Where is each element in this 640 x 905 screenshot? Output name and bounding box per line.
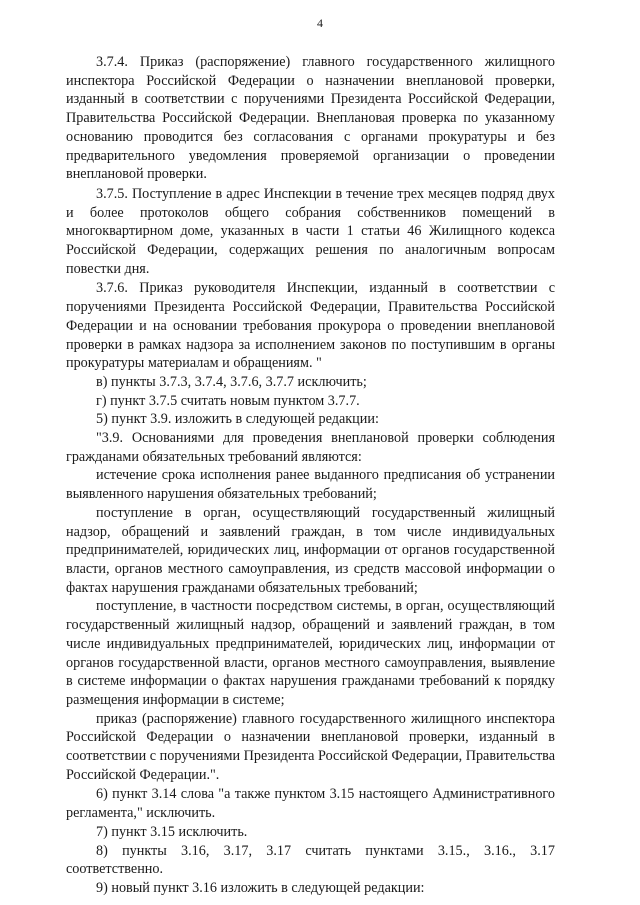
paragraph-item-7: 7) пункт 3.15 исключить. bbox=[96, 823, 248, 840]
paragraph-item-6: 6) пункт 3.14 слова "а также пунктом 3.15 настоящего Административного регламента," исключить. bbox=[66, 786, 555, 822]
document-body bbox=[66, 53, 555, 898]
paragraph-item-9: 9) новый пункт 3.16 изложить в следующей редакции: bbox=[96, 879, 425, 896]
page-number: 4 bbox=[317, 16, 323, 30]
paragraph-3-9: "3.9. Основаниями для проведения внеплановой проверки соблюдения гражданами обязательных требований являются: bbox=[66, 430, 555, 465]
paragraph-item-g: г) пункт 3.7.5 считать новым пунктом 3.7.7. bbox=[96, 392, 360, 409]
paragraph-3-7-4: 3.7.4. Приказ (распоряжение) главного государственного жилищного инспектора Российской Федерации о назначении внеплановой проверки, изданный в соответствии с поручениями Президента Российской Федерации, Правительства Российской Федерации. Внеплановая проверка по указанному основанию проводится без согласования с органами прокуратуры и без предварительного уведомления проверяемой организации о проведении внеплановой проверки. bbox=[66, 54, 555, 183]
paragraph-item-v: в) пункты 3.7.3, 3.7.4, 3.7.6, 3.7.7 исключить; bbox=[96, 373, 367, 390]
paragraph-item-8: 8) пункты 3.16, 3.17, 3.17 считать пунктами 3.15., 3.16., 3.17 соответственно. bbox=[66, 842, 555, 878]
paragraph-item-5: 5) пункт 3.9. изложить в следующей редакции: bbox=[96, 411, 379, 428]
paragraph-3-7-5: 3.7.5. Поступление в адрес Инспекции в течение трех месяцев подряд двух и более протоколов общего собрания собственников помещений в многоквартирном доме, указанных в части 1 статьи 46 Жилищного кодекса Российской Федерации, содержащих решения по аналогичным вопросам повестки дня. bbox=[66, 185, 555, 277]
paragraph-ground-appeals: поступление в орган, осуществляющий государственный жилищный надзор, обращений и заявлений граждан, в том числе индивидуальных предпринимателей, юридических лиц, информации от органов государственной власти, органов местного самоуправления, из средств массовой информации о фактах нарушения гражданами обязательных требований; bbox=[66, 504, 555, 596]
paragraph-ground-expiry: истечение срока исполнения ранее выданного предписания об устранении выявленного нарушения обязательных требований; bbox=[66, 467, 555, 503]
paragraph-ground-system: поступление, в частности посредством системы, в орган, осуществляющий государственный жилищный надзор, обращений и заявлений граждан, в том числе индивидуальных предпринимателей, юридических лиц, информации от органов государственной власти, органов местного самоуправления, выявление в системе информации о фактах нарушения гражданами требований к порядку размещения информации в системе; bbox=[66, 598, 555, 708]
paragraph-3-7-6: 3.7.6. Приказ руководителя Инспекции, изданный в соответствии с поручениями Президента Российской Федерации, Правительства Российской Федерации и на основании требования прокурора о проведении внеплановой проверки в рамках надзора за исполнением законов по поступившим в органы прокуратуры материалам и обращениям. " bbox=[66, 280, 555, 372]
paragraph-ground-order: приказ (распоряжение) главного государственного жилищного инспектора Российской Федерации о назначении внеплановой проверки, изданный в соответствии с поручениями Президента Российской Федерации, Правительства Российской Федерации.". bbox=[66, 710, 555, 783]
